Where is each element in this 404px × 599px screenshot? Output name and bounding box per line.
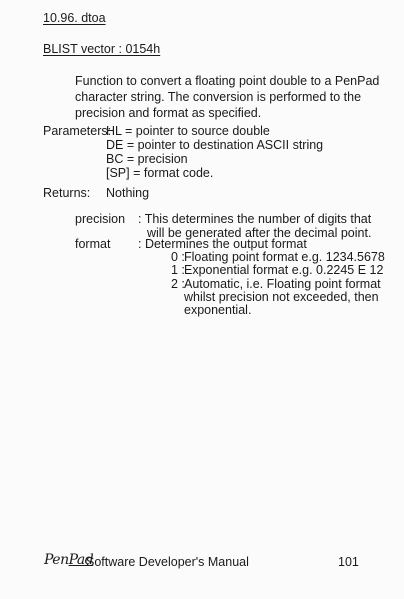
precision-description: : This determines the number of digits that	[138, 212, 372, 226]
parameter-item: DE = pointer to destination ASCII string	[106, 138, 324, 152]
format-description: : Determines the output format	[138, 237, 307, 251]
format-option-text: Exponential format e.g. 0.2245 E 12	[184, 263, 384, 277]
format-term: format	[75, 237, 111, 251]
description-line: Function to convert a floating point double to a PenPad	[75, 74, 380, 88]
logo-pad-text: Pad	[68, 552, 94, 568]
page-number: 101	[338, 555, 359, 569]
parameters-label: Parameters:	[43, 124, 112, 138]
format-option-text: whilst precision not exceeded, then	[184, 290, 379, 304]
parameter-item: BC = precision	[106, 152, 188, 166]
format-option-text: Automatic, i.e. Floating point format	[184, 277, 381, 291]
description	[75, 73, 380, 121]
format-option-code: 2 :	[171, 277, 185, 291]
format-option-text: exponential.	[184, 303, 252, 317]
returns-value: Nothing	[106, 186, 150, 200]
parameter-item: [SP] = format code.	[106, 166, 214, 180]
section-title: 10.96. dtoa	[43, 11, 106, 25]
parameter-item: HL = pointer to source double	[106, 124, 270, 138]
format-option-code: 0 :	[171, 250, 185, 264]
precision-term: precision	[75, 212, 126, 226]
description-line: precision and format as specified.	[75, 106, 262, 120]
vector-address: BLIST vector : 0154h	[43, 42, 161, 56]
description-line: character string. The conversion is performed to the	[75, 90, 362, 104]
precision-description: will be generated after the decimal point.	[147, 226, 372, 240]
logo-pen-text: Pen	[44, 552, 69, 568]
format-option-code: 1 :	[171, 263, 185, 277]
format-option-text: Floating point format e.g. 1234.5678	[184, 250, 385, 264]
returns-label: Returns:	[43, 186, 91, 200]
manual-title: Software Developer's Manual	[86, 555, 249, 569]
